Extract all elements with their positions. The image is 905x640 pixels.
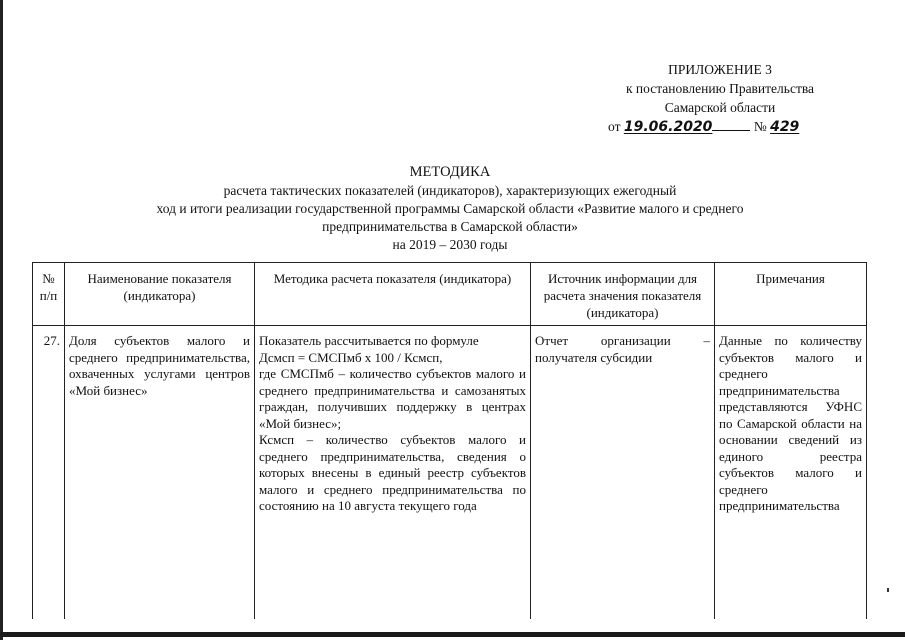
appendix-line-region: Самарской области [664, 100, 776, 115]
page-left-edge [0, 0, 3, 640]
subtitle-line-3: предпринимательства в Самарской области» [322, 219, 578, 234]
table-row [33, 326, 867, 620]
appendix-date-number [600, 117, 840, 136]
subtitle-line-2: ход и итоги реализации государственной программы Самарской области «Развитие малого и среднего [156, 201, 744, 216]
row-num: 27. [33, 326, 65, 620]
row-source: Отчет организации – получателя субсидии [531, 326, 715, 620]
row-method [255, 326, 531, 620]
appendix-line-decree: к постановлению Правительства [625, 81, 815, 96]
method-formula: Дсмсп = СМСПмб х 100 / Ксмсп, [259, 349, 443, 365]
scan-mark [887, 588, 889, 592]
header-name: Наименование показателя (индикатора) [65, 263, 255, 326]
date-prefix: от [608, 119, 621, 134]
appendix-title: ПРИЛОЖЕНИЕ 3 [668, 62, 772, 77]
appendix-block [600, 60, 840, 136]
number-value: 429 [770, 119, 800, 135]
date-value: 19.06.2020 [623, 119, 713, 135]
page-bottom-edge [0, 632, 905, 637]
method-intro: Показатель рассчитывается по формуле [259, 333, 479, 348]
row-indicator-name: Доля субъектов малого и среднего предпринимательства, охваченных услугами центров «Мой бизнес» [65, 326, 255, 620]
subtitle-line-1: расчета тактических показателей (индикаторов), характеризующих ежегодный [223, 183, 677, 198]
document-heading [40, 163, 860, 254]
methodology-table [32, 262, 867, 619]
number-prefix: № [753, 119, 767, 134]
table-header-row [33, 263, 867, 326]
header-notes: Примечания [715, 263, 867, 326]
document-title: МЕТОДИКА [409, 164, 491, 180]
method-k-definition: Ксмсп – количество субъектов малого и среднего предпринимательства, сведения о которых внесены в единый реестр субъектов малого и среднего предпринимательства по состоянию на 10 августа текущего года [259, 432, 526, 513]
date-underline [712, 117, 750, 131]
method-where: где СМСПмб – количество субъектов малого и среднего предпринимательства и самозанятых граждан, получивших поддержку в центрах «Мой бизнес»; [259, 366, 526, 431]
row-notes: Данные по количеству субъектов малого и среднего предпринимательства представляются УФНС по Самарской области на основании сведений из единого реестра субъектов малого и среднего предпринимательства [715, 326, 867, 620]
header-method: Методика расчета показателя (индикатора) [255, 263, 531, 326]
subtitle-line-4: на 2019 – 2030 годы [392, 237, 508, 252]
header-num: № п/п [33, 263, 65, 326]
header-source: Источник информации для расчета значения показателя (индикатора) [531, 263, 715, 326]
